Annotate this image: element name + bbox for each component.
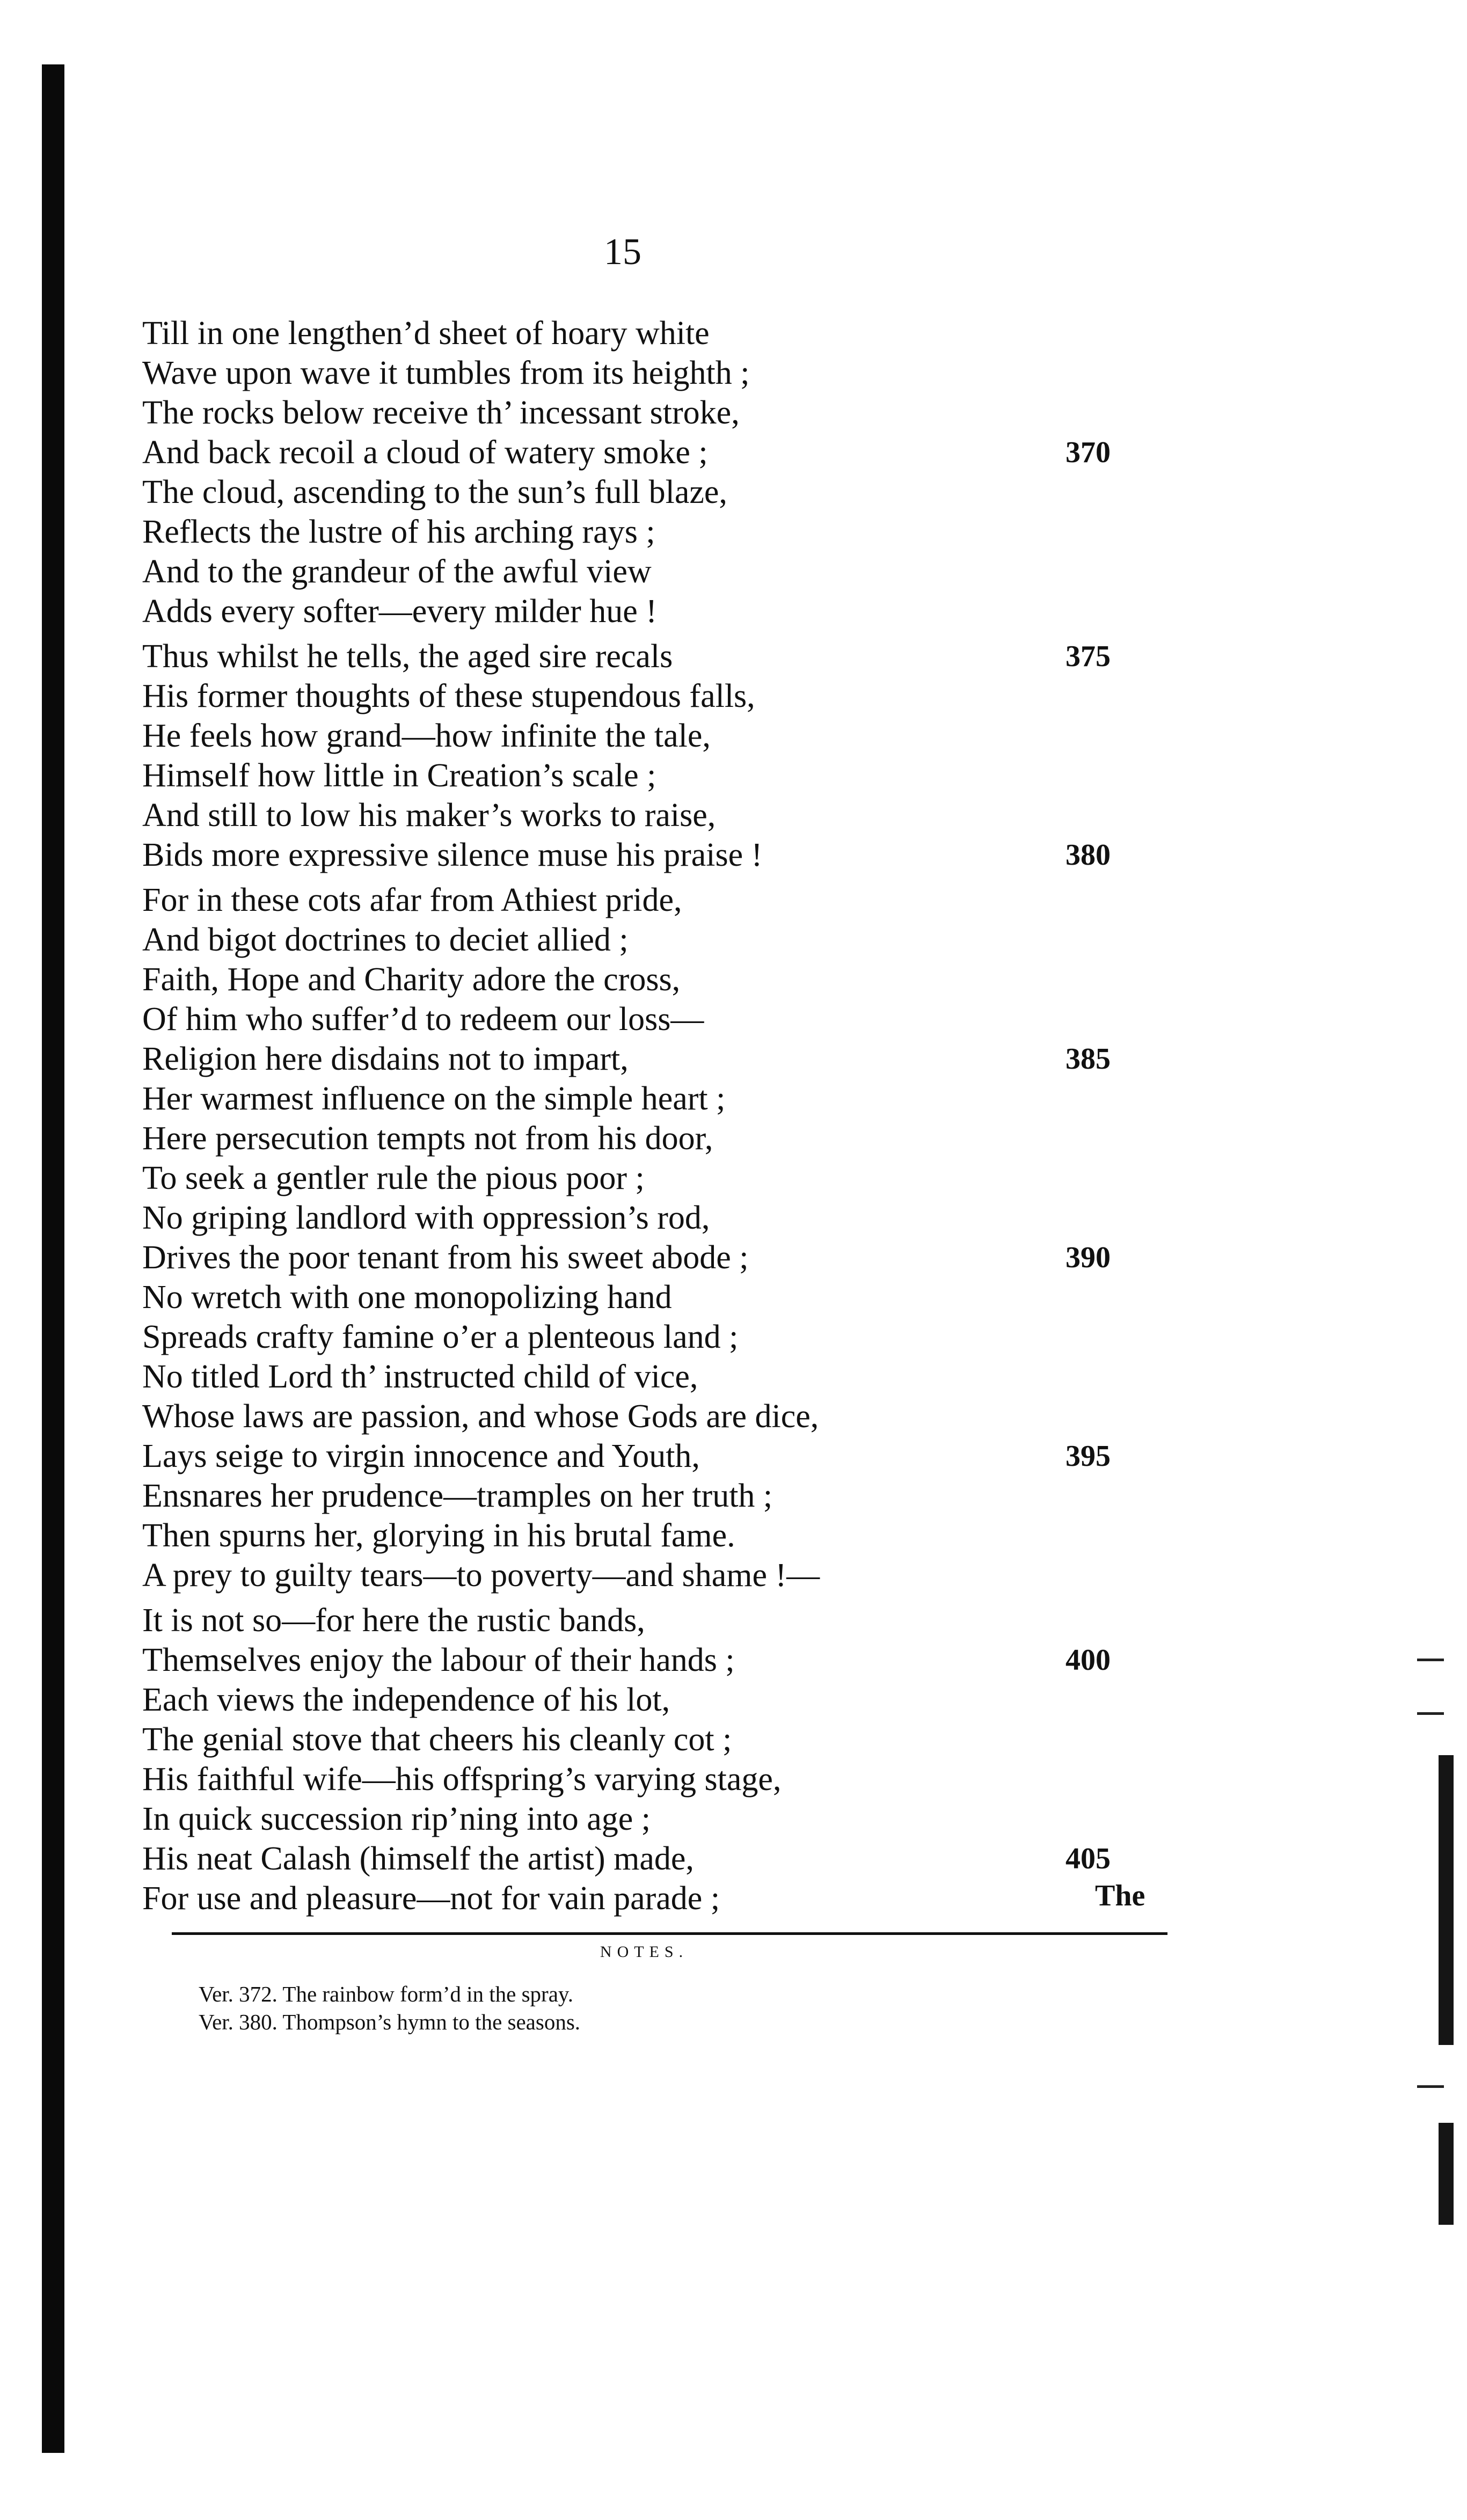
notes-divider (172, 1932, 1167, 1935)
notes-title: NOTES. (600, 1943, 689, 1961)
verse-line: His neat Calash (himself the artist) made, (142, 1840, 694, 1877)
verse-line: It is not so—for here the rustic bands, (142, 1602, 645, 1639)
verse-line: Whose laws are passion, and whose Gods are dice, (142, 1398, 819, 1435)
verse-line: No wretch with one monopolizing hand (142, 1279, 672, 1316)
verse-line: The rocks below receive th’ incessant stroke, (142, 395, 740, 431)
note: Ver. 380. Thompson’s hymn to the seasons. (199, 2010, 581, 2034)
line-number: 375 (1065, 640, 1111, 673)
verse-line: Till in one lengthen’d sheet of hoary white (142, 315, 710, 352)
verse-line: Adds every softer—every milder hue ! (142, 593, 657, 630)
verse-line: Her warmest influence on the simple heart ; (142, 1080, 726, 1117)
edge-mark (1417, 2085, 1444, 2088)
verse-line: He feels how grand—how infinite the tale, (142, 718, 711, 754)
verse-line: Lays seige to virgin innocence and Youth, (142, 1438, 700, 1474)
verse-line: For in these cots afar from Athiest pride, (142, 882, 682, 918)
catchword: The (1095, 1879, 1145, 1912)
verse-line: Religion here disdains not to impart, (142, 1041, 629, 1077)
binding-edge (42, 64, 64, 2453)
line-number: 395 (1065, 1440, 1111, 1473)
verse-line: A prey to guilty tears—to poverty—and shame !— (142, 1557, 820, 1594)
verse-line: Ensnares her prudence—tramples on her truth ; (142, 1478, 773, 1514)
verse-line: And still to low his maker’s works to raise, (142, 797, 716, 834)
line-number: 370 (1065, 436, 1111, 469)
line-number: 380 (1065, 838, 1111, 872)
verse-line: Drives the poor tenant from his sweet abode ; (142, 1239, 749, 1276)
verse-line: No griping landlord with oppression’s rod, (142, 1200, 710, 1236)
verse-line: Then spurns her, glorying in his brutal fame. (142, 1517, 735, 1554)
note: Ver. 372. The rainbow form’d in the spray. (199, 1982, 573, 2006)
verse-line: Reflects the lustre of his arching rays ; (142, 514, 655, 550)
verse-line: And to the grandeur of the awful view (142, 553, 652, 590)
verse-line: Here persecution tempts not from his door, (142, 1120, 713, 1157)
verse-line: Wave upon wave it tumbles from its heighth ; (142, 355, 750, 391)
right-edge-shadow (1439, 1755, 1454, 2045)
verse-line: To seek a gentler rule the pious poor ; (142, 1160, 645, 1196)
verse-line: Spreads crafty famine o’er a plenteous land ; (142, 1319, 739, 1355)
verse-line: Thus whilst he tells, the aged sire recals (142, 638, 673, 675)
page-number: 15 (604, 231, 641, 273)
edge-mark (1417, 1712, 1444, 1715)
verse-line: And back recoil a cloud of watery smoke ; (142, 434, 708, 471)
verse-line: Himself how little in Creation’s scale ; (142, 757, 656, 794)
verse-line: In quick succession rip’ning into age ; (142, 1801, 651, 1837)
verse-line: Of him who suffer’d to redeem our loss— (142, 1001, 704, 1038)
verse-line: His faithful wife—his offspring’s varying stage, (142, 1761, 782, 1798)
verse-line: His former thoughts of these stupendous falls, (142, 678, 755, 714)
verse-line: And bigot doctrines to deciet allied ; (142, 922, 629, 958)
verse-line: Each views the independence of his lot, (142, 1682, 670, 1718)
verse-line: For use and pleasure—not for vain parade ; (142, 1880, 720, 1917)
verse-line: The cloud, ascending to the sun’s full blaze, (142, 474, 727, 510)
line-number: 385 (1065, 1042, 1111, 1076)
line-number: 390 (1065, 1241, 1111, 1274)
line-number: 405 (1065, 1842, 1111, 1875)
right-edge-shadow (1439, 2123, 1454, 2225)
line-number: 400 (1065, 1644, 1111, 1677)
edge-mark (1417, 1659, 1444, 1661)
verse-line: Faith, Hope and Charity adore the cross, (142, 961, 681, 998)
verse-line: Themselves enjoy the labour of their hands ; (142, 1642, 735, 1678)
verse-line: The genial stove that cheers his cleanly cot ; (142, 1721, 732, 1758)
verse-line: Bids more expressive silence muse his praise ! (142, 837, 763, 873)
verse-line: No titled Lord th’ instructed child of vice, (142, 1358, 698, 1395)
